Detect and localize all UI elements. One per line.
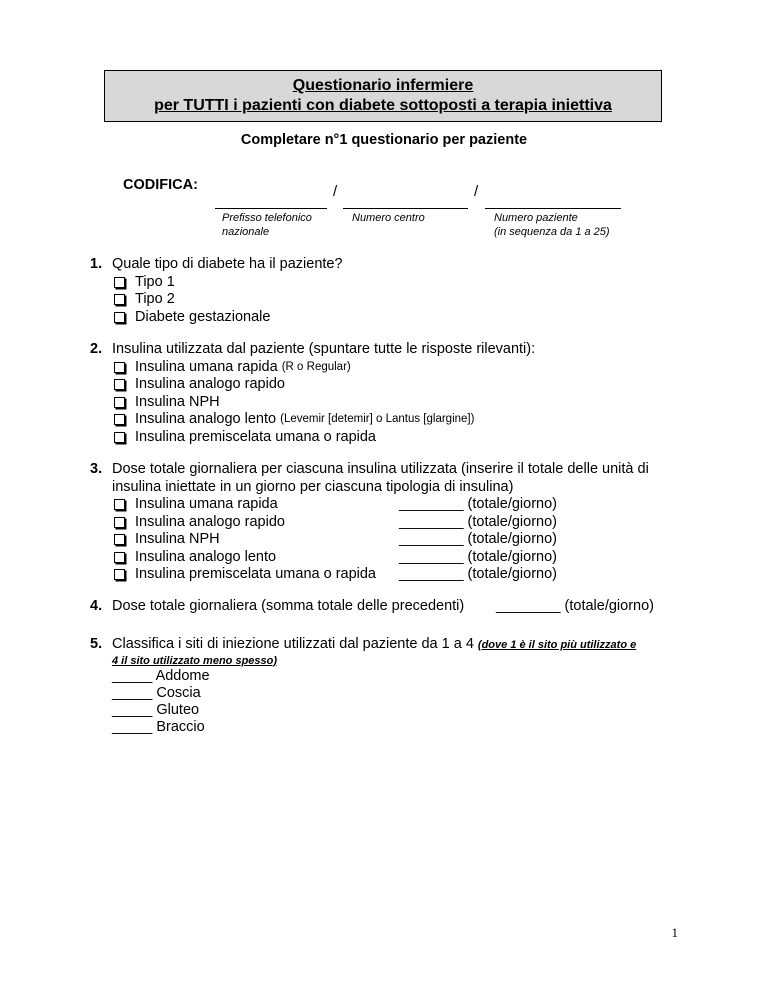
rank-blank[interactable]: _____ [112,718,153,735]
question-text: Dose totale giornaliera (somma totale delle precedenti) [112,598,465,614]
dose-blank[interactable]: ________ (totale/giorno) [399,548,558,565]
option-nph[interactable] [112,394,690,412]
option-label: Insulina analogo rapido [135,513,285,530]
option-label: Insulina analogo lento [135,411,277,427]
option-tipo-2[interactable] [112,291,690,309]
checkbox-icon[interactable] [114,432,125,443]
dose-row-umana-rapida[interactable] [112,496,710,514]
title-line-2: per TUTTI i pazienti con diabete sottoposti a terapia iniettiva [154,97,612,114]
question-text: Insulina utilizzata dal paziente (spuntare tutte le risposte rilevanti): [112,341,536,357]
site-label: Gluteo [156,701,200,718]
option-label: Insulina umana rapida [135,496,278,512]
option-label: Insulina NPH [135,531,220,547]
ranking-note-line-2: 4 il sito utilizzato meno spesso) [112,654,278,667]
prefix-caption [222,211,312,239]
dose-blank[interactable]: ________ (totale/giorno) [399,531,558,547]
option-label: Diabete gestazionale [135,308,271,325]
site-label: Coscia [156,684,201,701]
option-label: Insulina premiscelata umana o rapida [135,428,376,445]
option-note: (Levemir [detemir] o Lantus [glargine]) [280,413,475,425]
question-5 [90,636,710,736]
site-row-braccio[interactable] [112,719,710,736]
dose-row-analogo-lento[interactable] [112,549,710,567]
question-text: Quale tipo di diabete ha il paziente? [112,256,343,272]
patient-field-line[interactable] [485,208,621,209]
dose-row-premiscelata[interactable] [112,566,710,584]
option-label: Tipo 1 [135,273,175,290]
question-number: 4. [90,598,103,614]
option-tipo-1[interactable] [112,274,690,292]
option-umana-rapida[interactable] [112,359,690,377]
question-number: 2. [90,341,103,357]
checkbox-icon[interactable] [114,414,125,425]
site-row-gluteo[interactable] [112,702,710,719]
patient-caption [494,211,610,239]
total-dose-blank[interactable]: ________ (totale/giorno) [496,598,655,614]
patient-caption-line-2: (in sequenza da 1 a 25) [494,226,610,238]
checkbox-icon[interactable] [114,294,125,305]
prefix-caption-line-2: nazionale [222,226,270,238]
subtitle: Completare n°1 questionario per paziente [240,132,528,148]
question-number: 3. [90,461,103,477]
question-2 [90,341,690,446]
site-label: Braccio [156,718,205,735]
prefix-caption-line-1: Prefisso telefonico [222,212,312,224]
ranking-note-line-1: (dove 1 è il sito più utilizzato e [477,639,637,651]
patient-caption-line-1: Numero paziente [494,212,578,224]
option-gestazionale[interactable] [112,309,690,327]
prefix-field-line[interactable] [215,208,327,209]
rank-blank[interactable]: _____ [112,701,153,718]
option-note: (R o Regular) [281,360,351,373]
question-number: 1. [90,256,103,272]
option-label: Insulina premiscelata umana o rapida [135,566,376,582]
codifica-label: CODIFICA: [123,177,198,193]
checkbox-icon[interactable] [114,499,125,510]
question-1 [90,256,690,326]
checkbox-icon[interactable] [114,277,125,288]
dose-row-nph[interactable] [112,531,710,549]
option-premiscelata[interactable] [112,429,690,447]
checkbox-icon[interactable] [114,312,125,323]
center-caption-line-1: Numero centro [352,212,425,224]
option-label: Insulina umana rapida [135,358,278,375]
dose-row-analogo-rapido[interactable] [112,514,710,532]
question-text: Classifica i siti di iniezione utilizzati dal paziente da 1 a 4 [112,636,474,652]
question-3 [90,461,710,584]
checkbox-icon[interactable] [114,517,125,528]
center-caption [352,211,425,225]
question-text-line-1: Dose totale giornaliera per ciascuna insulina utilizzata (inserire il totale delle unità di [112,461,649,477]
checkbox-icon[interactable] [114,397,125,408]
dose-blank[interactable]: ________ (totale/giorno) [399,566,558,582]
option-label: Insulina analogo lento [135,548,277,565]
option-label: Insulina analogo rapido [135,376,285,392]
checkbox-icon[interactable] [114,569,125,580]
dose-blank[interactable]: ________ (totale/giorno) [399,513,558,530]
title-box [104,70,662,122]
rank-blank[interactable]: _____ [112,667,153,684]
dose-blank[interactable]: ________ (totale/giorno) [399,496,558,512]
checkbox-icon[interactable] [114,362,125,373]
option-label: Tipo 2 [135,291,175,307]
checkbox-icon[interactable] [114,534,125,545]
center-field-line[interactable] [343,208,468,209]
site-row-addome[interactable] [112,668,710,685]
checkbox-icon[interactable] [114,379,125,390]
codifica-separator-2: / [474,183,479,200]
title-line-1: Questionario infermiere [292,77,474,94]
question-number: 5. [90,636,103,652]
site-label: Addome [155,667,210,684]
option-analogo-rapido[interactable] [112,376,690,394]
option-label: Insulina NPH [135,393,220,410]
page-number: 1 [671,925,678,940]
question-text-line-2: insulina iniettate in un giorno per ciascuna tipologia di insulina) [112,478,514,495]
checkbox-icon[interactable] [114,552,125,563]
question-4 [90,598,710,616]
codifica-separator-1: / [333,183,338,200]
site-row-coscia[interactable] [112,685,710,702]
option-analogo-lento[interactable] [112,411,690,429]
rank-blank[interactable]: _____ [112,684,153,701]
